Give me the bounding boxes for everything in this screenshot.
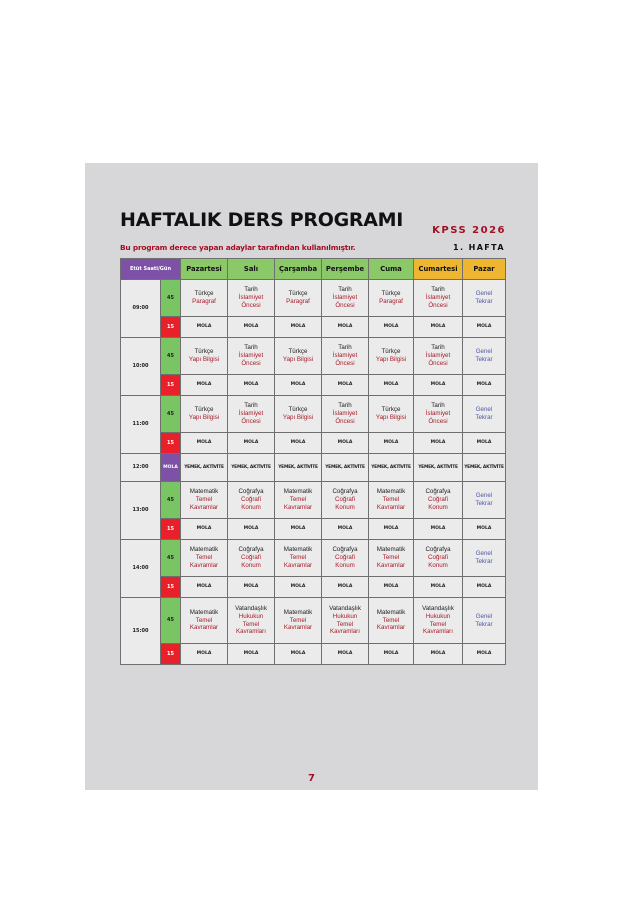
- lesson-topic: İslamiyet: [238, 352, 264, 360]
- lesson-topic: Tekrar: [475, 414, 493, 421]
- lesson-subject: Genel: [475, 492, 493, 500]
- break-cell: MOLA: [228, 519, 275, 540]
- break-cell: MOLA: [369, 317, 414, 338]
- lesson-topic: Kavramlar: [376, 624, 406, 632]
- lesson-cell: [322, 598, 369, 644]
- lesson-topic: Konum: [428, 561, 448, 569]
- lunch-cell: YEMEK, AKTİVİTE: [369, 454, 414, 482]
- duration-badge: 45: [161, 280, 181, 317]
- break-cell: MOLA: [228, 433, 275, 454]
- lesson-cell: [181, 280, 228, 317]
- lesson-cell: [369, 396, 414, 433]
- day-header: Cuma: [369, 259, 414, 280]
- lesson-subject: Genel: [475, 550, 493, 558]
- week-label: 1. HAFTA: [453, 243, 505, 252]
- lesson-cell: [369, 540, 414, 577]
- break-row: [121, 577, 506, 598]
- lesson-topic: İslamiyet: [332, 352, 358, 360]
- lesson-subject: Genel: [475, 612, 493, 620]
- lesson-subject: Vatandaşlık: [235, 604, 267, 612]
- day-header: Çarşamba: [275, 259, 322, 280]
- lunch-cell: YEMEK, AKTİVİTE: [275, 454, 322, 482]
- lesson-topic: Temel: [336, 620, 354, 628]
- duration-badge: 15: [161, 375, 181, 396]
- break-cell: MOLA: [181, 519, 228, 540]
- lesson-topic: Tekrar: [475, 500, 493, 507]
- lesson-topic: Öncesi: [428, 301, 448, 309]
- lesson-topic: Paragraf: [286, 298, 310, 305]
- lesson-topic: Kavramlar: [189, 624, 219, 632]
- study-row: [121, 280, 506, 317]
- break-cell: MOLA: [414, 375, 463, 396]
- lunch-cell: YEMEK, AKTİVİTE: [181, 454, 228, 482]
- break-cell: MOLA: [228, 644, 275, 665]
- lesson-topic: İslamiyet: [238, 294, 264, 302]
- break-cell: MOLA: [275, 519, 322, 540]
- lesson-topic: Hukukun: [425, 612, 451, 620]
- lesson-topic: Öncesi: [241, 359, 261, 367]
- lesson-cell: [228, 338, 275, 375]
- page-number: 7: [308, 773, 315, 784]
- study-row: [121, 540, 506, 577]
- day-header: Perşembe: [322, 259, 369, 280]
- lesson-cell: [414, 396, 463, 433]
- header-row: [121, 259, 506, 280]
- lesson-topic: Kavramlar: [283, 503, 313, 511]
- lesson-topic: İslamiyet: [332, 294, 358, 302]
- lesson-topic: Paragraf: [192, 298, 216, 305]
- day-header: Cumartesi: [414, 259, 463, 280]
- break-cell: MOLA: [322, 644, 369, 665]
- lesson-subject: Matematik: [189, 488, 219, 496]
- page-subtitle: Bu program derece yapan adaylar tarafından kullanılmıştır.: [120, 243, 356, 252]
- lesson-topic: Kavramlar: [376, 561, 406, 569]
- break-cell: MOLA: [181, 577, 228, 598]
- lesson-topic: Coğrafi: [241, 554, 261, 562]
- lesson-topic: Kavramları: [330, 628, 360, 636]
- schedule-table: [120, 258, 506, 665]
- lesson-subject: Matematik: [283, 608, 313, 616]
- lesson-subject: Türkçe: [288, 406, 308, 414]
- lesson-subject: Coğrafya: [332, 546, 358, 554]
- break-cell: MOLA: [228, 577, 275, 598]
- break-cell: MOLA: [463, 375, 506, 396]
- day-header: Salı: [228, 259, 275, 280]
- lesson-topic: Öncesi: [335, 301, 355, 309]
- lesson-subject: Matematik: [189, 608, 219, 616]
- lesson-subject: Tarih: [244, 344, 258, 352]
- lesson-topic: İslamiyet: [425, 294, 451, 302]
- lesson-topic: Temel: [195, 496, 213, 504]
- break-row: [121, 433, 506, 454]
- lesson-cell: [463, 338, 506, 375]
- lesson-cell: [463, 598, 506, 644]
- break-cell: MOLA: [322, 375, 369, 396]
- lesson-topic: Kavramlar: [189, 561, 219, 569]
- lesson-topic: Temel: [242, 620, 260, 628]
- break-cell: MOLA: [414, 519, 463, 540]
- lesson-subject: Türkçe: [194, 290, 214, 298]
- break-cell: MOLA: [463, 317, 506, 338]
- break-cell: MOLA: [414, 644, 463, 665]
- break-cell: MOLA: [463, 433, 506, 454]
- lesson-cell: [228, 396, 275, 433]
- lesson-cell: [463, 482, 506, 519]
- lesson-subject: Matematik: [376, 546, 406, 554]
- lesson-cell: [181, 598, 228, 644]
- lesson-topic: Yapı Bilgisi: [188, 356, 220, 363]
- lesson-subject: Tarih: [338, 286, 352, 294]
- break-cell: MOLA: [369, 644, 414, 665]
- lesson-topic: Coğrafi: [335, 496, 355, 504]
- lesson-topic: Kavramlar: [283, 624, 313, 632]
- duration-badge: 45: [161, 338, 181, 375]
- lesson-topic: Temel: [429, 620, 447, 628]
- lesson-cell: [463, 280, 506, 317]
- lesson-topic: Öncesi: [335, 359, 355, 367]
- lesson-cell: [414, 280, 463, 317]
- lesson-topic: Temel: [195, 616, 213, 624]
- slot-time: 11:00: [121, 396, 161, 454]
- lesson-topic: Temel: [289, 496, 307, 504]
- lesson-cell: [181, 540, 228, 577]
- lesson-cell: [181, 338, 228, 375]
- break-cell: MOLA: [369, 577, 414, 598]
- lesson-subject: Tarih: [338, 402, 352, 410]
- duration-badge: 15: [161, 317, 181, 338]
- break-row: [121, 375, 506, 396]
- lesson-topic: Kavramlar: [376, 503, 406, 511]
- lesson-cell: [322, 540, 369, 577]
- study-row: [121, 396, 506, 433]
- lesson-subject: Matematik: [376, 608, 406, 616]
- document-page: [85, 163, 538, 790]
- lesson-topic: Yapı Bilgisi: [282, 356, 314, 363]
- lesson-subject: Türkçe: [194, 348, 214, 356]
- break-cell: MOLA: [322, 433, 369, 454]
- lesson-topic: Yapı Bilgisi: [375, 356, 407, 363]
- lesson-topic: Hukukun: [238, 612, 264, 620]
- lesson-topic: Öncesi: [335, 417, 355, 425]
- lesson-cell: [414, 540, 463, 577]
- lesson-subject: Tarih: [431, 344, 445, 352]
- break-row: [121, 644, 506, 665]
- lesson-topic: Yapı Bilgisi: [282, 414, 314, 421]
- lesson-topic: Konum: [241, 561, 261, 569]
- slot-time: 15:00: [121, 598, 161, 665]
- duration-badge: MOLA: [161, 454, 181, 482]
- lesson-cell: [414, 482, 463, 519]
- break-row: [121, 317, 506, 338]
- corner-header: Etüt Saati/Gün: [121, 259, 181, 280]
- break-cell: MOLA: [275, 644, 322, 665]
- lesson-topic: Öncesi: [241, 301, 261, 309]
- lesson-cell: [275, 482, 322, 519]
- lesson-cell: [275, 280, 322, 317]
- duration-badge: 45: [161, 482, 181, 519]
- exam-label: KPSS 2026: [432, 225, 506, 236]
- lesson-subject: Genel: [475, 290, 493, 298]
- lesson-cell: [275, 338, 322, 375]
- break-cell: MOLA: [181, 433, 228, 454]
- lesson-cell: [228, 482, 275, 519]
- lesson-topic: İslamiyet: [425, 352, 451, 360]
- lesson-cell: [275, 598, 322, 644]
- slot-time: 09:00: [121, 280, 161, 338]
- lesson-cell: [275, 396, 322, 433]
- lesson-topic: Temel: [195, 554, 213, 562]
- lesson-cell: [369, 280, 414, 317]
- lesson-subject: Vatandaşlık: [422, 604, 454, 612]
- lesson-topic: Coğrafi: [428, 496, 448, 504]
- slot-time: 10:00: [121, 338, 161, 396]
- lesson-cell: [228, 598, 275, 644]
- lesson-cell: [369, 482, 414, 519]
- day-header: Pazar: [463, 259, 506, 280]
- duration-badge: 15: [161, 577, 181, 598]
- lesson-topic: Tekrar: [475, 298, 493, 305]
- break-row: [121, 519, 506, 540]
- break-cell: MOLA: [181, 375, 228, 396]
- lesson-topic: Temel: [382, 616, 400, 624]
- lesson-topic: Tekrar: [475, 558, 493, 565]
- lesson-topic: Yapı Bilgisi: [188, 414, 220, 421]
- schedule-body: [121, 280, 506, 665]
- break-cell: MOLA: [414, 317, 463, 338]
- lesson-cell: [463, 396, 506, 433]
- break-cell: MOLA: [275, 433, 322, 454]
- break-cell: MOLA: [463, 577, 506, 598]
- lesson-cell: [275, 540, 322, 577]
- study-row: [121, 482, 506, 519]
- break-cell: MOLA: [181, 317, 228, 338]
- lesson-cell: [181, 482, 228, 519]
- break-cell: MOLA: [275, 317, 322, 338]
- day-header: Pazartesi: [181, 259, 228, 280]
- lesson-topic: Temel: [289, 616, 307, 624]
- lesson-cell: [322, 482, 369, 519]
- page-title: HAFTALIK DERS PROGRAMI: [120, 209, 403, 231]
- lesson-cell: [322, 396, 369, 433]
- lesson-subject: Coğrafya: [238, 546, 264, 554]
- lesson-subject: Coğrafya: [425, 488, 451, 496]
- lesson-subject: Tarih: [431, 286, 445, 294]
- break-cell: MOLA: [463, 644, 506, 665]
- lunch-cell: YEMEK, AKTİVİTE: [463, 454, 506, 482]
- lesson-cell: [228, 280, 275, 317]
- lesson-topic: Paragraf: [379, 298, 403, 305]
- duration-badge: 15: [161, 519, 181, 540]
- break-cell: MOLA: [181, 644, 228, 665]
- study-row: [121, 338, 506, 375]
- lesson-subject: Türkçe: [381, 348, 401, 356]
- lesson-topic: Yapı Bilgisi: [375, 414, 407, 421]
- lesson-topic: Coğrafi: [241, 496, 261, 504]
- break-cell: MOLA: [369, 433, 414, 454]
- break-cell: MOLA: [322, 577, 369, 598]
- lesson-topic: Hukukun: [332, 612, 358, 620]
- break-cell: MOLA: [275, 577, 322, 598]
- lesson-subject: Genel: [475, 406, 493, 414]
- lesson-subject: Vatandaşlık: [329, 604, 361, 612]
- lesson-cell: [463, 540, 506, 577]
- lesson-topic: Temel: [382, 554, 400, 562]
- lesson-cell: [322, 280, 369, 317]
- lesson-cell: [322, 338, 369, 375]
- lesson-topic: Tekrar: [475, 356, 493, 363]
- lesson-topic: Konum: [335, 561, 355, 569]
- lesson-subject: Türkçe: [381, 406, 401, 414]
- break-cell: MOLA: [369, 519, 414, 540]
- break-cell: MOLA: [414, 577, 463, 598]
- slot-time: 12:00: [121, 454, 161, 482]
- lesson-cell: [228, 540, 275, 577]
- duration-badge: 45: [161, 540, 181, 577]
- lesson-subject: Genel: [475, 348, 493, 356]
- break-cell: MOLA: [275, 375, 322, 396]
- lesson-topic: İslamiyet: [332, 410, 358, 418]
- lesson-cell: [369, 338, 414, 375]
- study-row: [121, 598, 506, 644]
- lesson-subject: Coğrafya: [425, 546, 451, 554]
- lesson-topic: Öncesi: [241, 417, 261, 425]
- lesson-subject: Türkçe: [288, 290, 308, 298]
- lesson-topic: Kavramları: [236, 628, 266, 636]
- break-cell: MOLA: [228, 375, 275, 396]
- lesson-topic: Konum: [428, 503, 448, 511]
- lesson-topic: Temel: [382, 496, 400, 504]
- break-cell: MOLA: [414, 433, 463, 454]
- lesson-topic: İslamiyet: [425, 410, 451, 418]
- lesson-topic: Öncesi: [428, 359, 448, 367]
- lesson-subject: Matematik: [283, 546, 313, 554]
- lesson-topic: Öncesi: [428, 417, 448, 425]
- lunch-row: [121, 454, 506, 482]
- lesson-subject: Matematik: [283, 488, 313, 496]
- slot-time: 13:00: [121, 482, 161, 540]
- lesson-subject: Tarih: [338, 344, 352, 352]
- duration-badge: 15: [161, 644, 181, 665]
- lesson-subject: Coğrafya: [332, 488, 358, 496]
- lesson-topic: Coğrafi: [428, 554, 448, 562]
- lesson-cell: [181, 396, 228, 433]
- lesson-subject: Matematik: [189, 546, 219, 554]
- lesson-subject: Türkçe: [381, 290, 401, 298]
- lesson-subject: Matematik: [376, 488, 406, 496]
- lesson-subject: Tarih: [244, 402, 258, 410]
- duration-badge: 15: [161, 433, 181, 454]
- lesson-topic: Coğrafi: [335, 554, 355, 562]
- lesson-topic: İslamiyet: [238, 410, 264, 418]
- lesson-subject: Türkçe: [288, 348, 308, 356]
- lesson-topic: Konum: [335, 503, 355, 511]
- lesson-subject: Türkçe: [194, 406, 214, 414]
- lesson-topic: Temel: [289, 554, 307, 562]
- lesson-cell: [414, 598, 463, 644]
- slot-time: 14:00: [121, 540, 161, 598]
- lesson-cell: [369, 598, 414, 644]
- lesson-topic: Kavramlar: [189, 503, 219, 511]
- break-cell: MOLA: [322, 519, 369, 540]
- lesson-subject: Tarih: [244, 286, 258, 294]
- lesson-topic: Konum: [241, 503, 261, 511]
- lunch-cell: YEMEK, AKTİVİTE: [414, 454, 463, 482]
- lesson-topic: Tekrar: [475, 620, 493, 628]
- break-cell: MOLA: [369, 375, 414, 396]
- lunch-cell: YEMEK, AKTİVİTE: [322, 454, 369, 482]
- lunch-cell: YEMEK, AKTİVİTE: [228, 454, 275, 482]
- break-cell: MOLA: [463, 519, 506, 540]
- duration-badge: 45: [161, 396, 181, 433]
- lesson-subject: Tarih: [431, 402, 445, 410]
- break-cell: MOLA: [322, 317, 369, 338]
- break-cell: MOLA: [228, 317, 275, 338]
- lesson-topic: Kavramları: [423, 628, 453, 636]
- lesson-cell: [414, 338, 463, 375]
- duration-badge: 45: [161, 598, 181, 644]
- lesson-topic: Kavramlar: [283, 561, 313, 569]
- lesson-subject: Coğrafya: [238, 488, 264, 496]
